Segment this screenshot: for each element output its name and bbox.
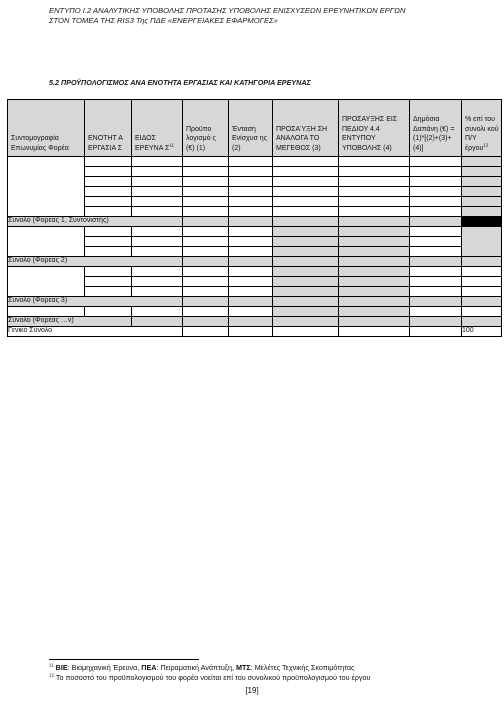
table-row [8,267,502,277]
grand-total-row [8,327,502,337]
subtotal-label: Σύνολο (Φορέας …ν) [8,317,132,327]
table-row [8,307,502,317]
header-percent-total: % επί του συνολι κού Π/Υ έργου$^{12}$ [462,100,502,157]
carrier-cell[interactable] [8,157,85,217]
page-number: [19] [245,686,259,695]
grand-total-percent: 100 [462,327,502,337]
subtotal-label: Σύνολο (Φορέας 3) [8,297,183,307]
header-carrier-abbrev: Συντομογραφία Επωνυμίας Φορέα [8,100,85,157]
budget-table [7,99,502,337]
subtotal-label: Σύνολο (Φορέας 2) [8,257,183,267]
table-row [8,227,502,237]
header-research-type: ΕΙΔΟΣ ΕΡΕΥΝΑ $\Sigma^{11}$ [132,100,183,157]
carrier-cell[interactable] [8,307,85,317]
carrier-cell[interactable] [8,227,85,257]
footnote-11: $^{11}$ ΒΙΕ: Βιομηχανική Έρευνα, ΠΕΑ: Πειραματική Ανάπτυξη, ΜΤΣ: Μελέτες Τεχνικής Σκοπιμότητας [49,662,355,672]
subtotal-row [8,217,502,227]
grand-total-label: Γενικό Σύνολο [8,327,183,337]
form-header-line-1: ΕΝΤΥΠΟ Ι.2 ΑΝΑΛΥΤΙΚΗΣ ΥΠΟΒΟΛΗΣ ΠΡΟΤΑΣΗΣ ΥΠΟΒΟΛΗΣ ΕΝΙΣΧΥΣΕΩΝ ΕΡΕΥΝΗΤΙΚΩΝ ΕΡΓΩΝ [49,6,406,15]
header-field-bonus: ΠΡΟΣΑΥΞΗΣ ΕΙΣ ΠΕΔΙΟΥ 4.4 ΕΝΤΥΠΟΥ ΥΠΟΒΟΛΗΣ (4) [339,100,410,157]
black-cell [462,217,502,227]
table-row [8,157,502,167]
header-public-expenditure: Δημόσια Δαπάνη (€) =(1)*[(2)+(3)+(4)] [410,100,462,157]
header-size-bonus: ΠΡΟΣΑΎΞΗ ΣΗ ΑΝΑΛΟΓΑ ΤΟ ΜΕΓΕΘΟΣ (3) [273,100,339,157]
subtotal-row [8,297,502,307]
header-aid-intensity: Ένταση Ενίσχυσ ης (2) [229,100,273,157]
subtotal-row [8,257,502,267]
footnote-separator [49,659,199,660]
form-header-line-2: ΣΤΟΝ ΤΟΜΕΑ ΤΗΣ RIS3 Της ΠΔΕ «ΕΝΕΡΓΕΙΑΚΕΣ ΕΦΑΡΜΟΓΕΣ» [49,16,278,25]
carrier-cell[interactable] [8,267,85,297]
footnote-12: $^{12}$ Το ποσοστό του προϋπολογισμού του φορέα νοείται επί του συνολικού προϋπολογισμού του έργου [49,672,371,682]
table-header-row [8,100,502,157]
subtotal-label: Σύνολο (Φορέας 1, Συντονιστής) [8,217,183,227]
form-header [49,6,479,26]
header-work-package: ΕΝΟΤΗΤ Α ΕΡΓΑΣΙΑ Σ [85,100,132,157]
subtotal-row [8,317,502,327]
header-budget: Προϋπο λογισμό ς (€) (1) [183,100,229,157]
section-title: 5.2 ΠΡΟΫΠΟΛΟΓΙΣΜΟΣ ΑΝΑ ΕΝΟΤΗΤΑ ΕΡΓΑΣΙΑΣ ΚΑΙ ΚΑΤΗΓΟΡΙΑ ΕΡΕΥΝΑΣ [49,78,311,87]
